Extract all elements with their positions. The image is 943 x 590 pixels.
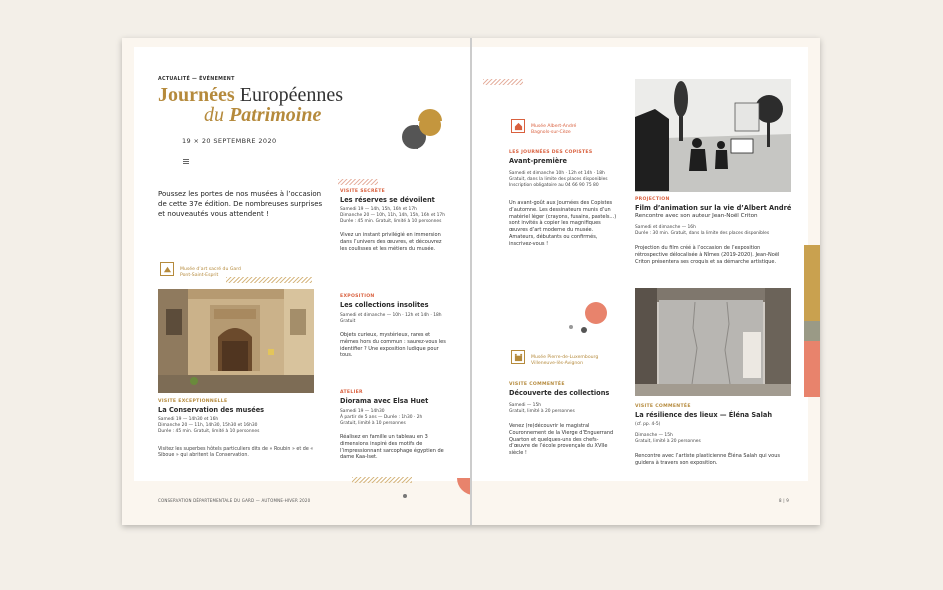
hatch-bottom-col2 xyxy=(352,477,412,483)
title-word-europeennes: Européennes xyxy=(239,84,344,106)
event3-title: Diorama avec Elsa Huet xyxy=(340,397,429,405)
right-page xyxy=(471,38,820,525)
event3-category: ATELIER xyxy=(340,390,363,395)
page-title xyxy=(158,85,343,106)
event2-title: Les collections insolites xyxy=(340,301,429,309)
magazine-spread xyxy=(122,38,820,525)
museum-luxembourg-icon xyxy=(511,350,525,364)
page-folio: 8 | 9 xyxy=(779,498,789,503)
resilience-body: Rencontre avec l’artiste plasticienne Éléna Salah qui vous guidera à travers son exposition. xyxy=(635,453,780,466)
museum-albert-andre-place: Bagnols-sur-Cèze xyxy=(531,129,571,135)
event1-info: Samedi 19 — 14h, 15h, 16h et 17h Dimanche 20 — 10h, 11h, 14h, 15h, 16h et 17h Durée : 45 min. Gratuit, limité à 10 personnes xyxy=(340,207,446,225)
projection-title: Film d’animation sur la vie d’Albert André xyxy=(635,204,792,212)
projection-subtitle: Rencontre avec son auteur Jean-Noël Criton xyxy=(635,213,758,219)
museum-luxembourg-name xyxy=(531,355,598,367)
menu-lines-icon xyxy=(183,159,189,164)
event1-category: VISITE SECRÈTE xyxy=(340,189,386,194)
caption-title: La Conservation des musées xyxy=(158,406,265,414)
museum-luxembourg-place: Villeneuve-lès-Avignon xyxy=(531,360,584,366)
small-dot xyxy=(403,494,407,498)
resilience-category: VISITE COMMENTÉE xyxy=(635,404,691,409)
projection-category: PROJECTION xyxy=(635,197,670,202)
photo-conservation-facade xyxy=(158,289,314,393)
museum-albert-andre-name xyxy=(531,124,576,136)
title-word-du: du xyxy=(204,104,224,126)
museum-albert-andre-icon xyxy=(511,119,525,133)
dark-dot-large xyxy=(581,327,587,333)
museum-luxembourg-title: Musée Pierre-de-Luxembourg xyxy=(531,354,599,360)
title-word-patrimoine: Patrimoine xyxy=(229,104,322,126)
caption-category: VISITE EXCEPTIONNELLE xyxy=(158,399,228,404)
grey-dot-small xyxy=(569,325,573,329)
page-title-line2 xyxy=(204,105,321,126)
event3-body: Réalisez en famille un tableau en 3 dimensions inspiré des motifs de l’impressionnant sarcophage égyptien de dame Kaa-Iset. xyxy=(340,434,444,461)
copistes-body: Un avant-goût aux Journées des Copistes d’automne. Les dessinateurs munis d’un matériel léger (crayons, fusains, pastels...) sont invités à copier les magnifiques œuvres d’art moderne du musée. Amateurs, débutants ou confirmés, inscrivez-vous ! xyxy=(509,200,617,247)
event2-category: EXPOSITION xyxy=(340,294,375,299)
event2-info: Samedi et dimanche — 10h · 12h et 14h · 18h Gratuit xyxy=(340,313,442,325)
spread-spine xyxy=(470,38,472,525)
left-page xyxy=(122,38,471,525)
museum-albert-andre-title: Musée Albert-André xyxy=(531,123,577,129)
photo-animation-still xyxy=(635,79,791,192)
kicker: ACTUALITÉ — ÉVÉNEMENT xyxy=(158,77,235,82)
museum-art-sacre-place: Pont-Saint-Esprit xyxy=(180,272,219,278)
resilience-title: La résilience des lieux — Éléna Salah xyxy=(635,411,773,419)
decouverte-title: Découverte des collections xyxy=(509,389,610,397)
left-page-content xyxy=(134,47,471,481)
projection-body: Projection du film créé à l’occasion de l’exposition rétrospective délocalisée à Nîmes (2019-2020). Jean-Noël Criton présentera ses croquis et sa démarche artistique. xyxy=(635,245,780,265)
caption-info: Samedi 19 — 14h30 et 16h Dimanche 20 — 11h, 14h30, 15h30 et 16h30 Durée : 45 min. Gratuit, limité à 10 personnes xyxy=(158,417,260,435)
copistes-info: Samedi et dimanche 10h · 12h et 14h · 18h Gratuit, dans la limite des places disponibles Inscription obligatoire au 04 66 90 75 80 xyxy=(509,171,608,189)
gold-side-strip xyxy=(804,245,820,321)
museum-art-sacre-icon xyxy=(160,262,174,276)
footer-publication: CONSERVATION DÉPARTEMENTALE DU GARD — AUTOMNE-HIVER 2020 xyxy=(158,498,311,503)
caption-body: Visitez les superbes hôtels particuliers dits de « Roubin » et de « Siboue » qui abritent la Conservation. xyxy=(158,447,314,459)
decouverte-info: Samedi — 15h Gratuit, limité à 20 personnes xyxy=(509,403,575,415)
decouverte-body: Venez (re)découvrir le magistral Couronnement de la Vierge d’Enguerrand Quarton et quelques-uns des chefs-d’œuvre de l’école provençale du XVIIe siècle ! xyxy=(509,423,614,457)
event3-info: Samedi 19 — 14h30 À partir de 5 ans — Durée : 1h30 · 2h Gratuit, limité à 10 personnes xyxy=(340,409,423,427)
coral-side-strip xyxy=(804,341,820,397)
intro-text: Poussez les portes de nos musées à l’occasion de cette 37e édition. De nombreuses surprises et nouveautés vous attendent ! xyxy=(158,190,323,218)
projection-info: Samedi et dimanche — 16h Durée : 30 min. Gratuit, dans la limite des places disponibles xyxy=(635,225,770,237)
hatch-top-right xyxy=(483,79,523,85)
event2-body: Objets curieux, mystérieux, rares et mêmes hors du commun : saurez-vous les identifier ? Une exposition ludique pour tous. xyxy=(340,332,446,359)
copistes-title: Avant-première xyxy=(509,157,567,165)
event1-body: Vivez un instant privilégié en immersion dans l’univers des œuvres, et découvrez les coulisses et les métiers du musée. xyxy=(340,232,442,252)
right-page-content xyxy=(471,47,808,481)
museum-art-sacre-title: Musée d’art sacré du Gard xyxy=(180,266,241,272)
grey-side-strip xyxy=(804,321,820,341)
title-word-journees: Journées xyxy=(158,84,235,106)
hatch-top-col2 xyxy=(338,179,378,185)
resilience-info: Dimanche — 15h Gratuit, limité à 20 personnes xyxy=(635,433,701,445)
event-dates: 19 × 20 SEPTEMBRE 2020 xyxy=(182,137,277,145)
event1-title: Les réserves se dévoilent xyxy=(340,196,435,204)
copistes-category: LES JOURNÉES DES COPISTES xyxy=(509,150,593,155)
photo-resilience-installation xyxy=(635,288,791,396)
resilience-reference: (cf. pp. 4-5) xyxy=(635,422,661,427)
decorative-circles-logo xyxy=(396,107,444,153)
decouverte-category: VISITE COMMENTÉE xyxy=(509,382,565,387)
hatch-divider xyxy=(226,277,312,283)
coral-circle xyxy=(585,302,607,324)
